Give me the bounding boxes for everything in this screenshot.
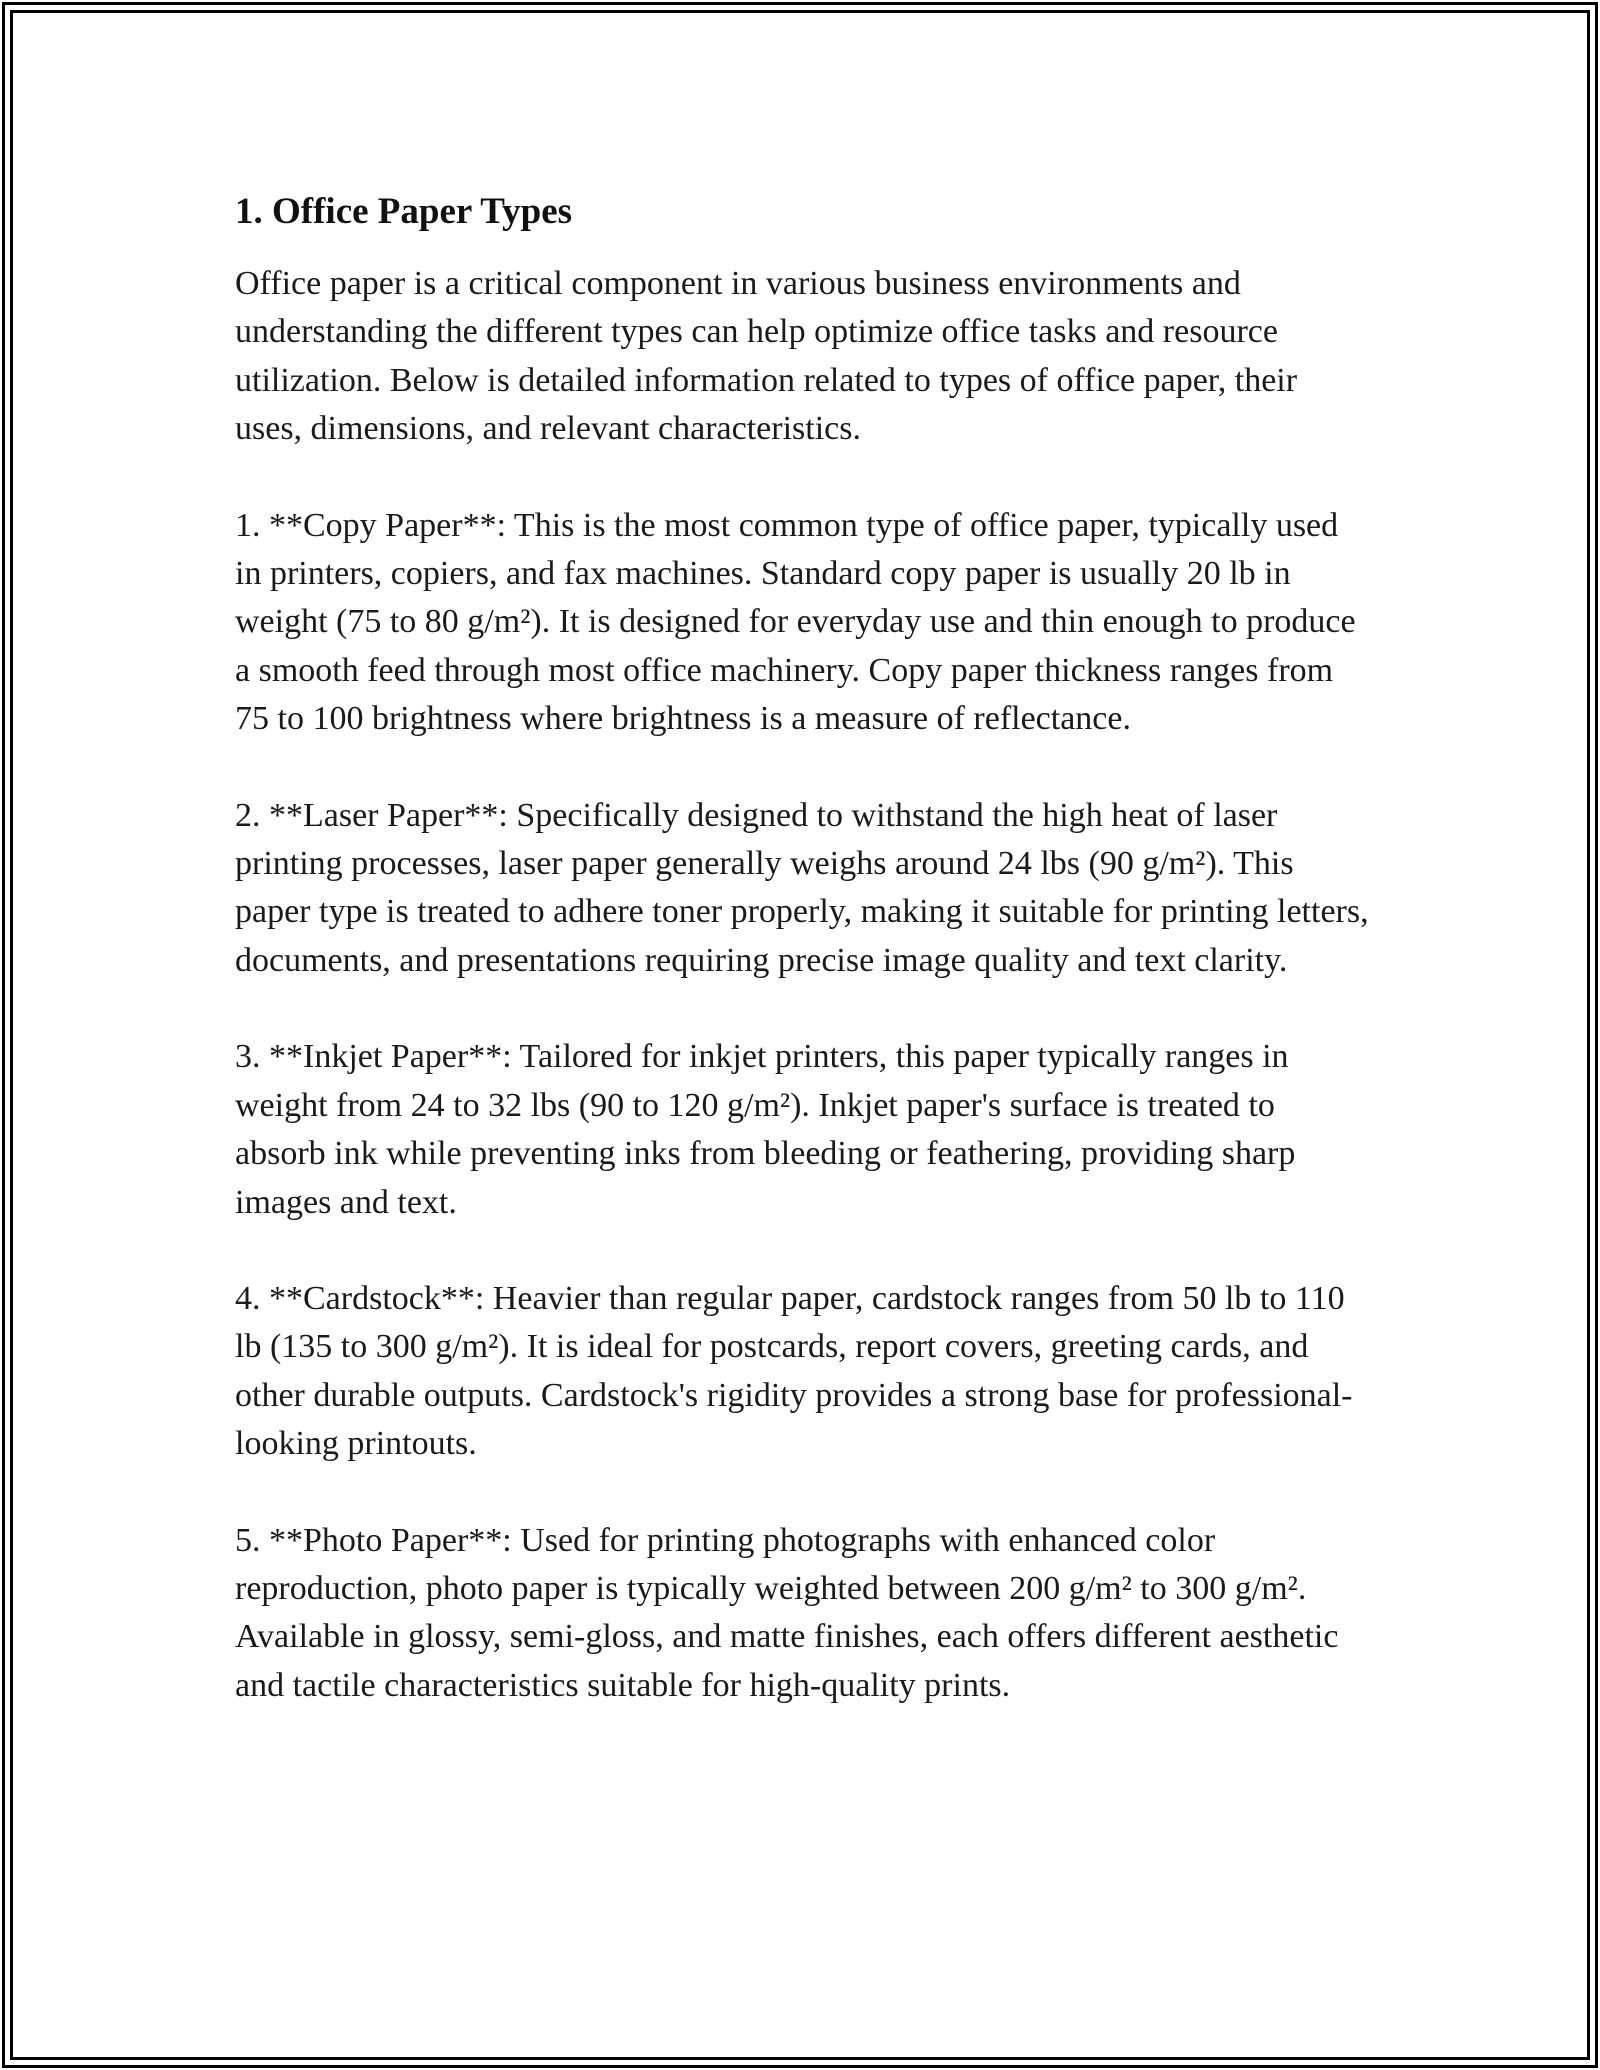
paper-type-laser-paper: 2. **Laser Paper**: Specifically designed to withstand the high heat of laser printing processes, laser paper generally weighs around 24 lbs (90 g/m²). This paper type is treated to adhere toner properly, making it suitable for printing letters, documents, and presentations requiring precise image quality and text clarity. (235, 796, 1369, 979)
intro-paragraph: Office paper is a critical component in various business environments and understanding the different types can help optimize office tasks and resource utilization. Below is detailed information related to types of office paper, their uses, dimensions, and relevant characteristics. (235, 265, 1298, 448)
document-body (235, 188, 1370, 1758)
paper-type-photo-paper: 5. **Photo Paper**: Used for printing photographs with enhanced color reproduction, photo paper is typically weighted between 200 g/m² to 300 g/m². Available in glossy, semi-gloss, and matte finishes, each offers different aesthetic and tactile characteristics suitable for high-quality prints. (235, 1521, 1339, 1704)
paper-type-cardstock: 4. **Cardstock**: Heavier than regular paper, cardstock ranges from 50 lb to 110 lb (135 to 300 g/m²). It is ideal for postcards, report covers, greeting cards, and other durable outputs. Cardstock's rigidity provides a strong base for professional-looking printouts. (235, 1279, 1353, 1463)
section-heading: 1. Office Paper Types (235, 191, 573, 232)
paper-type-copy-paper: 1. **Copy Paper**: This is the most common type of office paper, typically used in printers, copiers, and fax machines. Standard copy paper is usually 20 lb in weight (75 to 80 g/m²). It is designed for everyday use and thin enough to produce a smooth feed through most office machinery. Copy paper thickness ranges from 75 to 100 brightness where brightness is a measure of reflectance. (235, 506, 1356, 738)
paper-type-inkjet-paper: 3. **Inkjet Paper**: Tailored for inkjet printers, this paper typically ranges in weight from 24 to 32 lbs (90 to 120 g/m²). Inkjet paper's surface is treated to absorb ink while preventing inks from bleeding or feathering, providing sharp images and text. (235, 1038, 1296, 1221)
